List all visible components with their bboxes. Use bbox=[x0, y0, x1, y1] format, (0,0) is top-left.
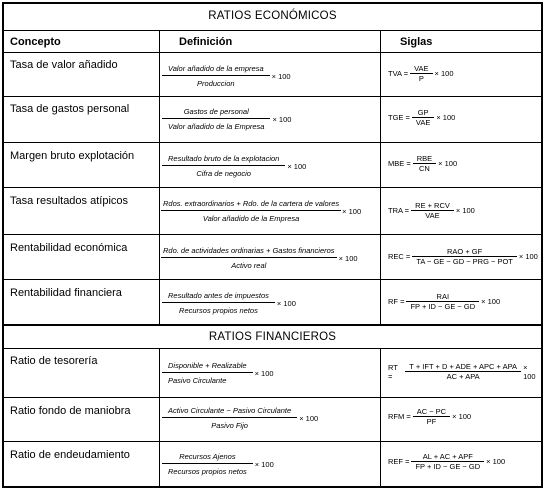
acronym-formula bbox=[388, 154, 457, 173]
definition-formula bbox=[162, 406, 318, 430]
multiplier: × 100 bbox=[287, 161, 307, 171]
acronym-formula bbox=[388, 362, 541, 381]
formula-denominator: Recursos propios netos bbox=[168, 467, 247, 476]
acronym-label: TVA = bbox=[388, 69, 409, 78]
formula-numerator: Activo Circulante − Pasivo Circulante bbox=[162, 406, 297, 418]
acronym-formula bbox=[388, 292, 500, 311]
formula-numerator: Disponible + Realizable bbox=[162, 361, 253, 373]
acronym-numerator: RAI bbox=[406, 292, 479, 302]
formula-numerator: Rdos. extraordinarios + Rdo. de la cartera de valores bbox=[161, 199, 341, 211]
concept-cell: Ratio de endeudamiento bbox=[10, 449, 130, 461]
acronym-label: MBE = bbox=[388, 159, 411, 168]
concept-cell: Ratio fondo de maniobra bbox=[10, 405, 131, 417]
divider bbox=[4, 142, 541, 143]
header-acronym: Siglas bbox=[400, 36, 433, 48]
definition-formula bbox=[161, 246, 358, 270]
definition-formula bbox=[162, 291, 296, 315]
concept-cell: Rentabilidad económica bbox=[10, 242, 128, 254]
formula-numerator: Resultado antes de impuestos bbox=[162, 291, 275, 303]
acronym-denominator: TA − GE − GD − PRG − POT bbox=[416, 257, 513, 266]
multiplier: × 100 bbox=[338, 253, 358, 263]
formula-denominator: Valor añadido de la Empresa bbox=[168, 122, 265, 131]
multiplier: × 100 bbox=[254, 459, 274, 469]
acronym-numerator: T + IFT + D + ADE + APC + APA bbox=[405, 362, 521, 372]
acronym-denominator: P bbox=[418, 74, 424, 83]
formula-numerator: Valor añadido de la empresa bbox=[162, 64, 270, 76]
acronym-label: RT = bbox=[388, 362, 398, 381]
divider bbox=[4, 397, 541, 398]
acronym-numerator: GP bbox=[412, 108, 434, 118]
concept-cell: Tasa de valor añadido bbox=[10, 59, 118, 71]
acronym-numerator: AC − PC bbox=[413, 407, 450, 417]
concept-cell: Tasa de gastos personal bbox=[10, 103, 130, 115]
ratios-table bbox=[2, 2, 543, 488]
acronym-label: RFM = bbox=[388, 412, 411, 421]
acronym-numerator: RBE bbox=[413, 154, 436, 164]
concept-cell: Ratio de tesorería bbox=[10, 355, 98, 367]
divider bbox=[4, 187, 541, 188]
acronym-formula bbox=[388, 247, 538, 266]
acronym-denominator: AC + APA bbox=[446, 372, 480, 381]
multiplier: × 100 bbox=[254, 368, 274, 378]
acronym-label: REC = bbox=[388, 252, 411, 261]
multiplier: × 100 bbox=[436, 113, 456, 122]
multiplier: × 100 bbox=[299, 413, 319, 423]
header-definition: Definición bbox=[179, 36, 233, 48]
divider bbox=[4, 279, 541, 280]
acronym-denominator: FP + ID − GE − GD bbox=[415, 462, 481, 471]
column-divider bbox=[159, 348, 160, 488]
multiplier: × 100 bbox=[455, 206, 475, 215]
formula-numerator: Gastos de personal bbox=[162, 107, 270, 119]
acronym-formula bbox=[388, 201, 475, 220]
multiplier: × 100 bbox=[272, 114, 292, 124]
concept-cell: Margen bruto explotación bbox=[10, 150, 135, 162]
acronym-denominator: FP + ID − GE − GD bbox=[410, 302, 476, 311]
formula-denominator: Cifra de negocio bbox=[196, 169, 251, 178]
formula-numerator: Recursos Ajenos bbox=[162, 452, 253, 464]
formula-denominator: Produccion bbox=[197, 79, 235, 88]
concept-cell: Rentabilidad financiera bbox=[10, 287, 122, 299]
formula-denominator: Valor añadido de la Empresa bbox=[202, 214, 300, 223]
header-concept: Concepto bbox=[10, 36, 61, 48]
acronym-label: REF = bbox=[388, 457, 410, 466]
formula-denominator: Recursos propios netos bbox=[179, 306, 258, 315]
economic-title: RATIOS ECONÓMICOS bbox=[208, 10, 337, 22]
concept-cell: Tasa resultados atípicos bbox=[10, 195, 129, 207]
formula-numerator: Rdo. de actividades ordinarias + Gastos financieros bbox=[161, 246, 337, 258]
acronym-numerator: AL + AC + APF bbox=[411, 452, 484, 462]
multiplier: × 100 bbox=[342, 206, 362, 216]
divider bbox=[4, 96, 541, 97]
multiplier: × 100 bbox=[486, 457, 506, 466]
acronym-denominator: CN bbox=[419, 164, 430, 173]
acronym-label: TGE = bbox=[388, 113, 410, 122]
column-divider bbox=[159, 30, 160, 324]
formula-denominator: Pasivo Fijo bbox=[211, 421, 248, 430]
acronym-numerator: RE + RCV bbox=[411, 201, 454, 211]
acronym-numerator: RAO + GF bbox=[412, 247, 517, 257]
multiplier: × 100 bbox=[481, 297, 501, 306]
financial-title: RATIOS FINANCIEROS bbox=[208, 331, 337, 343]
multiplier: × 100 bbox=[438, 159, 458, 168]
definition-formula bbox=[162, 64, 291, 88]
definition-formula bbox=[162, 154, 306, 178]
formula-numerator: Resultado bruto de la explotacion bbox=[162, 154, 285, 166]
formula-denominator: Activo real bbox=[231, 261, 267, 270]
divider bbox=[4, 52, 541, 53]
divider bbox=[4, 234, 541, 235]
acronym-formula bbox=[388, 452, 505, 471]
multiplier: × 100 bbox=[434, 69, 454, 78]
acronym-denominator: PF bbox=[426, 417, 437, 426]
definition-formula bbox=[162, 107, 291, 131]
acronym-denominator: VAE bbox=[425, 211, 440, 220]
column-divider bbox=[380, 30, 381, 324]
acronym-denominator: VAE bbox=[415, 118, 431, 127]
acronym-formula bbox=[388, 407, 471, 426]
divider bbox=[4, 30, 541, 31]
divider bbox=[4, 441, 541, 442]
multiplier: × 100 bbox=[518, 252, 538, 261]
acronym-formula bbox=[388, 64, 454, 83]
definition-formula bbox=[162, 452, 274, 476]
acronym-label: RF = bbox=[388, 297, 405, 306]
multiplier: × 100 bbox=[452, 412, 472, 421]
definition-formula bbox=[162, 361, 274, 385]
acronym-formula bbox=[388, 108, 455, 127]
definition-formula bbox=[161, 199, 361, 223]
multiplier: × 100 bbox=[271, 71, 291, 81]
formula-denominator: Pasivo Circulante bbox=[168, 376, 227, 385]
multiplier: × 100 bbox=[523, 362, 536, 381]
section-divider bbox=[4, 324, 541, 326]
divider bbox=[4, 348, 541, 349]
acronym-label: TRA = bbox=[388, 206, 410, 215]
acronym-numerator: VAE bbox=[410, 64, 432, 74]
column-divider bbox=[380, 348, 381, 488]
multiplier: × 100 bbox=[276, 298, 296, 308]
